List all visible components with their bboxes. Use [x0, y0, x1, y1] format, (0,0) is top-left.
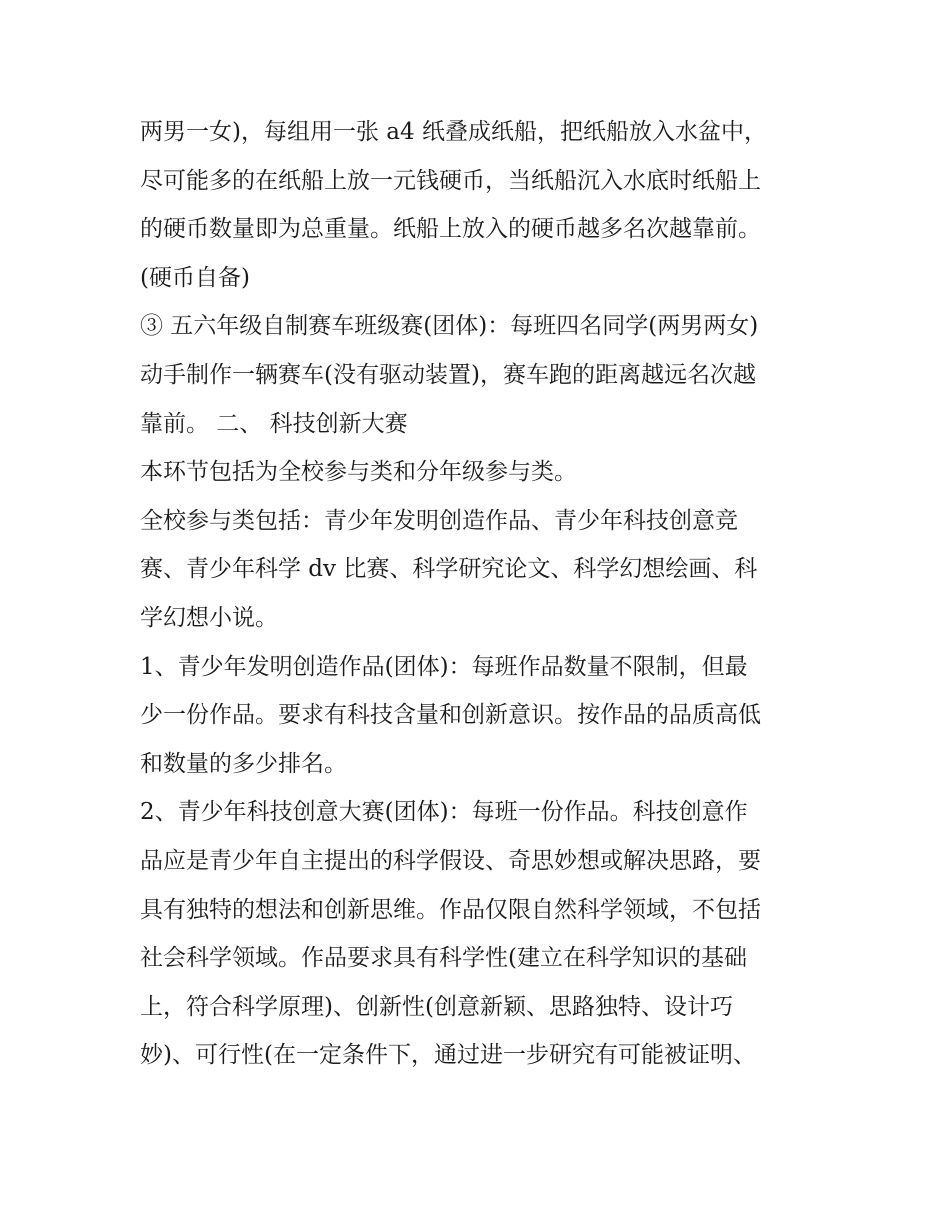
text-line: 2、青少年科技创意大赛(团体)：每班一份作品。科技创意作 [140, 799, 748, 826]
text-line: 社会科学领域。作品要求具有科学性(建立在科学知识的基础 [140, 945, 747, 972]
text-line: 具有独特的想法和创新思维。作品仅限自然科学领域，不包括 [140, 896, 761, 923]
text-line: 赛、青少年科学 dv 比赛、科学研究论文、科学幻想绘画、科 [140, 556, 758, 583]
text-line: 学幻想小说。 [140, 604, 278, 631]
text-line: 动手制作一辆赛车(没有驱动装置)，赛车跑的距离越远名次越 [140, 361, 756, 388]
text-line: 上，符合科学原理)、创新性(创意新颖、思路独特、设计巧 [140, 993, 733, 1020]
text-line: 靠前。 二、 科技创新大赛 [140, 410, 408, 437]
text-line: (硬币自备) [140, 264, 250, 291]
text-line: 本环节包括为全校参与类和分年级参与类。 [140, 459, 577, 486]
text-line: 少一份作品。要求有科技含量和创新意识。按作品的品质高低 [140, 702, 761, 729]
text-line: 全校参与类包括：青少年发明创造作品、青少年科技创意竞 [140, 507, 738, 534]
body-text [140, 108, 820, 1080]
text-line: 品应是青少年自主提出的科学假设、奇思妙想或解决思路，要 [140, 847, 761, 874]
text-line: 的硬币数量即为总重量。纸船上放入的硬币越多名次越靠前。 [140, 216, 761, 243]
text-line: 妙)、可行性(在一定条件下，通过进一步研究有可能被证明、 [140, 1042, 756, 1069]
text-line: 1、青少年发明创造作品(团体)：每班作品数量不限制，但最 [140, 653, 748, 680]
text-line: 和数量的多少排名。 [140, 750, 347, 777]
text-line: 两男一女)，每组用一张 a4 纸叠成纸船，把纸船放入水盆中， [140, 119, 767, 145]
text-line: ③ 五六年级自制赛车班级赛(团体)：每班四名同学(两男两女) [140, 313, 759, 340]
text-line: 尽可能多的在纸船上放一元钱硬币，当纸船沉入水底时纸船上 [140, 167, 761, 194]
